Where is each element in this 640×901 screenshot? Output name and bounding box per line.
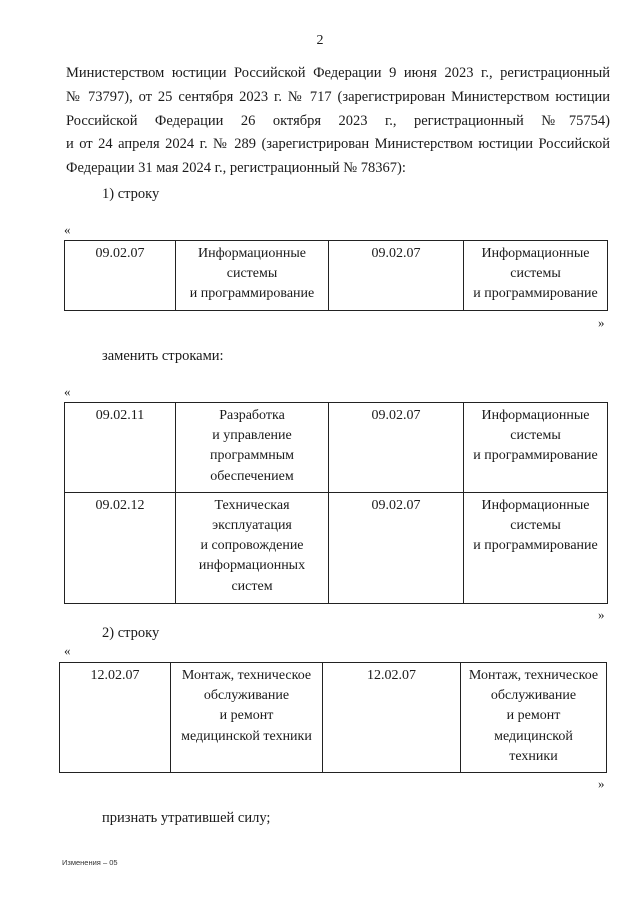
table-1 xyxy=(64,240,608,311)
table-cell: 12.02.07 xyxy=(60,663,171,773)
replace-label: заменить строками: xyxy=(102,348,224,364)
item-2-label: 2) строку xyxy=(102,625,160,641)
table-cell: 09.02.07 xyxy=(329,241,464,311)
table-cell: 09.02.07 xyxy=(329,492,464,603)
table-cell: Разработка и управление программным обеспечением xyxy=(176,403,329,493)
table-cell: Информационные системы и программирование xyxy=(464,241,608,311)
invalidate-label: признать утратившей силу; xyxy=(102,810,271,826)
intro-line: Министерством юстиции Российской Федерации 9 июня 2023 г., регистрационный xyxy=(66,65,610,81)
table-cell: Техническая эксплуатация и сопровождение информационных систем xyxy=(176,492,329,603)
quote-open-1: « xyxy=(64,222,71,237)
table-1-body xyxy=(65,241,608,311)
table-cell: 09.02.07 xyxy=(65,241,176,311)
table-row xyxy=(65,403,608,493)
intro-line: и от 24 апреля 2024 г. № 289 (зарегистрирован Министерством юстиции Российской xyxy=(66,136,610,153)
footer-revision: Изменения – 05 xyxy=(62,858,118,867)
table-cell: Информационные системы и программирование xyxy=(464,403,608,493)
intro-line: № 73797), от 25 сентября 2023 г. № 717 (зарегистрирован Министерством юстиции xyxy=(66,88,610,105)
intro-paragraph xyxy=(66,62,610,181)
intro-line: Российской Федерации 26 октября 2023 г., регистрационный №75754) xyxy=(66,112,610,129)
table-cell: Монтаж, техническое обслуживание и ремонт медицинской техники xyxy=(171,663,323,773)
table-cell: 09.02.12 xyxy=(65,492,176,603)
table-row xyxy=(65,241,608,311)
table-cell: Монтаж, техническое обслуживание и ремонт медицинской техники xyxy=(461,663,607,773)
quote-close-2: » xyxy=(598,607,605,622)
table-3 xyxy=(59,662,607,773)
page-number: 2 xyxy=(316,33,324,48)
table-row xyxy=(65,492,608,603)
table-cell: 12.02.07 xyxy=(323,663,461,773)
table-2-body xyxy=(65,403,608,604)
intro-line: Федерации 31 мая 2024 г., регистрационный № 78367): xyxy=(66,160,406,177)
table-cell: 09.02.07 xyxy=(329,403,464,493)
quote-close-3: » xyxy=(598,776,605,791)
quote-open-2: « xyxy=(64,384,71,399)
table-cell: Информационные системы и программирование xyxy=(176,241,329,311)
table-row xyxy=(60,663,607,773)
table-cell: Информационные системы и программирование xyxy=(464,492,608,603)
item-1-label: 1) строку xyxy=(102,186,160,202)
table-2 xyxy=(64,402,608,604)
table-3-body xyxy=(60,663,607,773)
quote-open-3: « xyxy=(64,643,71,658)
table-cell: 09.02.11 xyxy=(65,403,176,493)
quote-close-1: » xyxy=(598,315,605,330)
